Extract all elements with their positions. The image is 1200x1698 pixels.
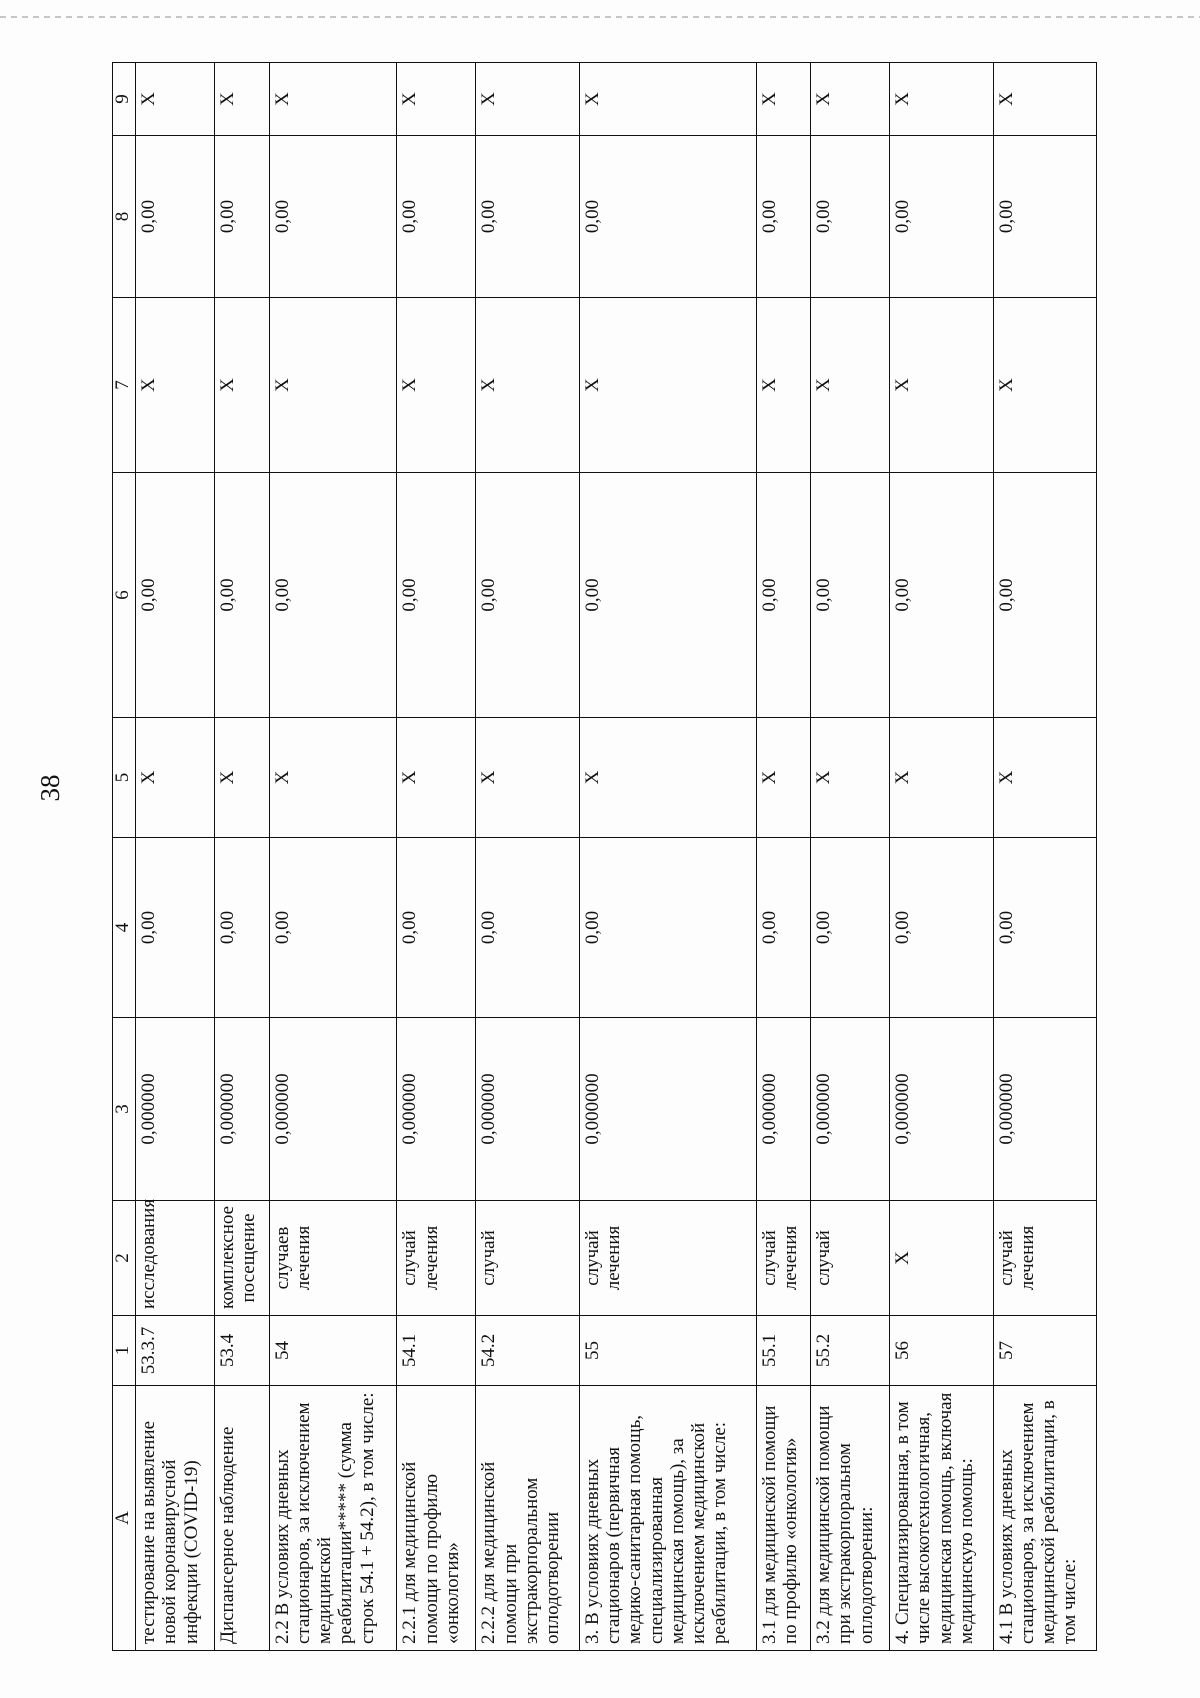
table-cell: X: [811, 298, 890, 473]
column-header: 4: [113, 838, 136, 1018]
table-cell: X: [397, 718, 476, 838]
table-cell: 57: [993, 1316, 1096, 1386]
table-cell: X: [756, 298, 811, 473]
table-row: [756, 63, 811, 1651]
table-cell: 0,00: [756, 838, 811, 1018]
table-cell: X: [476, 298, 579, 473]
table-cell: X: [756, 718, 811, 838]
table-cell: случай лечения: [579, 1201, 756, 1316]
table-cell: 0,00: [993, 838, 1096, 1018]
table-cell: 0,00: [136, 838, 215, 1018]
table-cell: 53.4: [215, 1316, 270, 1386]
table-cell: случаев лечения: [269, 1201, 397, 1316]
table-cell: 0,00: [215, 136, 270, 298]
table-cell: 0,00: [397, 473, 476, 718]
table-cell: X: [890, 63, 993, 136]
table-cell: 0,00: [476, 473, 579, 718]
table-cell: X: [215, 718, 270, 838]
table-cell: 0,00: [215, 473, 270, 718]
table-cell: 0,00: [756, 136, 811, 298]
table-row: [811, 63, 890, 1651]
table-cell: 0,00: [890, 473, 993, 718]
column-header: 5: [113, 718, 136, 838]
table-cell: X: [269, 298, 397, 473]
table-cell: X: [890, 298, 993, 473]
table-cell: 55: [579, 1316, 756, 1386]
table-row: [215, 63, 270, 1651]
table-cell: 0,00: [993, 473, 1096, 718]
table-cell: 0,000000: [579, 1018, 756, 1201]
table-cell: 55.2: [811, 1316, 890, 1386]
table-cell: X: [890, 718, 993, 838]
table-cell: 0,00: [579, 838, 756, 1018]
table-cell: X: [579, 298, 756, 473]
table-cell: 0,00: [579, 473, 756, 718]
table-cell: X: [476, 718, 579, 838]
column-header: А: [113, 1386, 136, 1651]
table-row: [397, 63, 476, 1651]
table-cell: X: [890, 1201, 993, 1316]
table-cell: X: [136, 298, 215, 473]
table-cell: 0,000000: [993, 1018, 1096, 1201]
table-cell: 0,00: [476, 838, 579, 1018]
page-number: 38: [35, 774, 65, 802]
table-cell: 0,000000: [215, 1018, 270, 1201]
table-cell: случай: [811, 1201, 890, 1316]
table-cell: X: [215, 298, 270, 473]
table-cell: X: [136, 718, 215, 838]
table-cell: 0,00: [993, 136, 1096, 298]
table-cell: 3.2 для медицинской помощи при экстракорпоральном оплодотворении:: [811, 1386, 890, 1651]
table-cell: X: [579, 63, 756, 136]
column-header: 1: [113, 1316, 136, 1386]
table-cell: 2.2 В условиях дневных стационаров, за исключением медицинской реабилитации***** (сумма строк 54.1 + 54.2), в том числе:: [269, 1386, 397, 1651]
table-cell: 4. Специализированная, в том числе высокотехнологичная, медицинская помощь, включая медицинскую помощь:: [890, 1386, 993, 1651]
table-cell: 0,00: [890, 838, 993, 1018]
table-cell: X: [993, 63, 1096, 136]
table-cell: случай лечения: [993, 1201, 1096, 1316]
table-cell: 0,00: [397, 136, 476, 298]
scan-edge-line: [0, 16, 1200, 18]
data-table: [112, 62, 1097, 1651]
table-cell: 0,00: [269, 838, 397, 1018]
table-cell: 0,00: [890, 136, 993, 298]
table-cell: X: [579, 718, 756, 838]
table-cell: 3.1 для медицинской помощи по профилю «онкология»: [756, 1386, 811, 1651]
table-cell: 0,000000: [397, 1018, 476, 1201]
table-cell: 54.2: [476, 1316, 579, 1386]
table-cell: 54: [269, 1316, 397, 1386]
table-cell: 0,00: [811, 473, 890, 718]
column-header: 6: [113, 473, 136, 718]
table-cell: 0,000000: [476, 1018, 579, 1201]
table-cell: 0,00: [579, 136, 756, 298]
table-cell: X: [993, 298, 1096, 473]
column-header: 2: [113, 1201, 136, 1316]
table-cell: 0,000000: [136, 1018, 215, 1201]
table-cell: исследования: [136, 1201, 215, 1316]
table-row: [136, 63, 215, 1651]
table-cell: 3. В условиях дневных стационаров (первичная медико-санитарная помощь, специализированная медицинская помощь), за исключением медицинской реабилитации, в том числе:: [579, 1386, 756, 1651]
table-header-row: [113, 63, 136, 1651]
column-header: 8: [113, 136, 136, 298]
column-header: 9: [113, 63, 136, 136]
table-cell: 0,00: [136, 473, 215, 718]
table-cell: X: [756, 63, 811, 136]
table-cell: 55.1: [756, 1316, 811, 1386]
table-cell: X: [993, 718, 1096, 838]
table-cell: 0,00: [215, 838, 270, 1018]
table-cell: X: [269, 63, 397, 136]
table-cell: X: [269, 718, 397, 838]
table-cell: X: [811, 63, 890, 136]
table-row: [579, 63, 756, 1651]
table-cell: случай: [476, 1201, 579, 1316]
table-cell: 0,000000: [811, 1018, 890, 1201]
table-cell: 0,000000: [890, 1018, 993, 1201]
table-cell: 4.1 В условиях дневных стационаров, за исключением медицинской реабилитации, в том числе:: [993, 1386, 1096, 1651]
table-cell: 0,000000: [756, 1018, 811, 1201]
table-cell: 0,00: [269, 136, 397, 298]
table-cell: 0,00: [811, 838, 890, 1018]
table-row: [269, 63, 397, 1651]
column-header: 3: [113, 1018, 136, 1201]
rotated-table-frame: [112, 63, 1097, 1651]
table-cell: случай лечения: [397, 1201, 476, 1316]
table-cell: 2.2.2 для медицинской помощи при экстракорпоральном оплодотворении: [476, 1386, 579, 1651]
table-cell: X: [397, 298, 476, 473]
table-cell: Диспансерное наблюдение: [215, 1386, 270, 1651]
table-row: [993, 63, 1096, 1651]
table-cell: X: [811, 718, 890, 838]
table-cell: X: [136, 63, 215, 136]
table-cell: 0,00: [136, 136, 215, 298]
table-cell: 53.3.7: [136, 1316, 215, 1386]
table-body: [136, 63, 1097, 1651]
table-cell: 0,000000: [269, 1018, 397, 1201]
table-cell: X: [476, 63, 579, 136]
column-header: 7: [113, 298, 136, 473]
table-cell: 0,00: [811, 136, 890, 298]
table-cell: 56: [890, 1316, 993, 1386]
table-cell: 0,00: [269, 473, 397, 718]
table-cell: 0,00: [397, 838, 476, 1018]
table-cell: X: [397, 63, 476, 136]
table-cell: X: [215, 63, 270, 136]
table-cell: 0,00: [476, 136, 579, 298]
table-row: [476, 63, 579, 1651]
table-row: [890, 63, 993, 1651]
table-cell: случай лечения: [756, 1201, 811, 1316]
table-cell: тестирование на выявление новой коронавирусной инфекции (COVID-19): [136, 1386, 215, 1651]
table-cell: 2.2.1 для медицинской помощи по профилю «онкология»: [397, 1386, 476, 1651]
table-cell: 0,00: [756, 473, 811, 718]
table-cell: комплексное посещение: [215, 1201, 270, 1316]
table-cell: 54.1: [397, 1316, 476, 1386]
